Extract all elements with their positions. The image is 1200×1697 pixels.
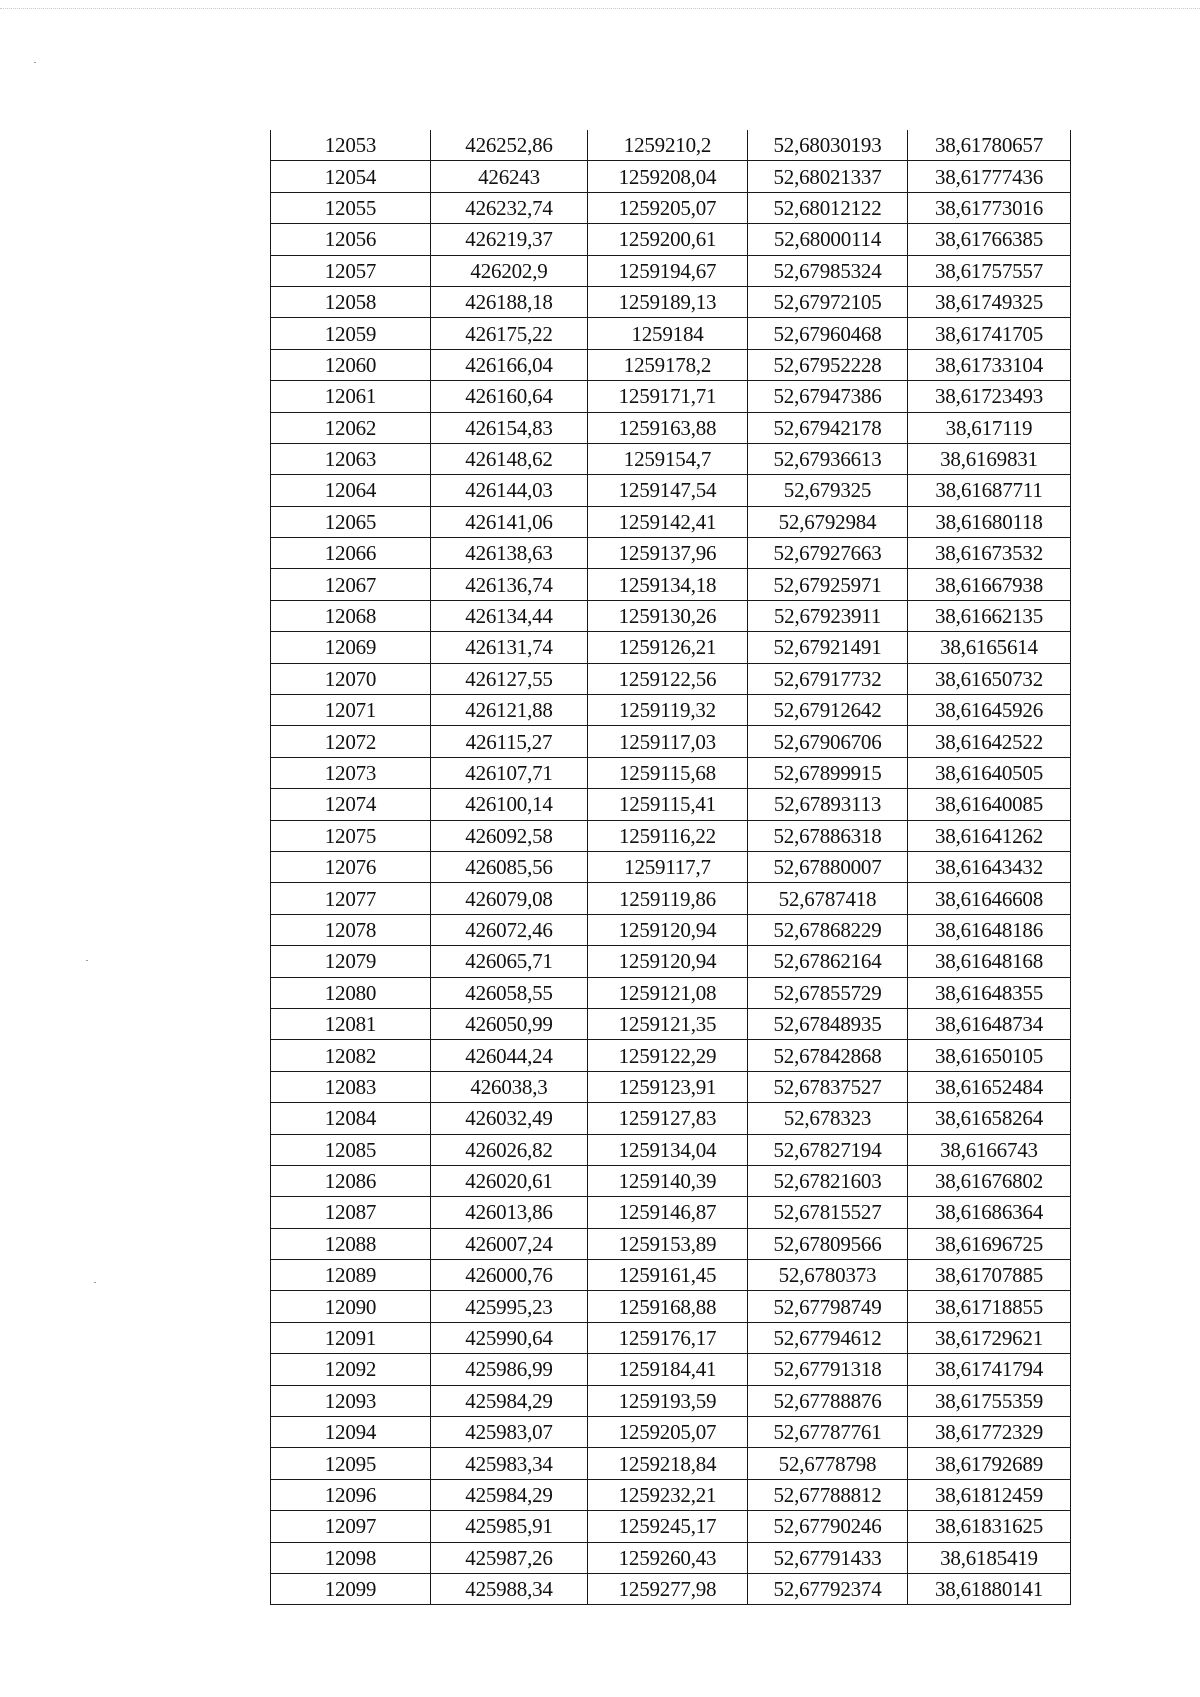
longitude-cell: 38,61792689 bbox=[908, 1448, 1071, 1479]
x-coordinate-cell: 426202,9 bbox=[431, 255, 588, 286]
longitude-cell: 38,61648734 bbox=[908, 1008, 1071, 1039]
y-coordinate-cell: 1259232,21 bbox=[588, 1479, 748, 1510]
coordinates-table bbox=[270, 130, 1071, 1605]
x-coordinate-cell: 426131,74 bbox=[431, 632, 588, 663]
x-coordinate-cell: 426065,71 bbox=[431, 946, 588, 977]
point-number-cell: 12083 bbox=[271, 1071, 431, 1102]
point-number-cell: 12068 bbox=[271, 600, 431, 631]
y-coordinate-cell: 1259161,45 bbox=[588, 1260, 748, 1291]
y-coordinate-cell: 1259140,39 bbox=[588, 1165, 748, 1196]
latitude-cell: 52,67985324 bbox=[748, 255, 908, 286]
longitude-cell: 38,61687711 bbox=[908, 475, 1071, 506]
y-coordinate-cell: 1259184 bbox=[588, 318, 748, 349]
y-coordinate-cell: 1259120,94 bbox=[588, 914, 748, 945]
point-number-cell: 12094 bbox=[271, 1417, 431, 1448]
table-row bbox=[271, 381, 1071, 412]
y-coordinate-cell: 1259119,86 bbox=[588, 883, 748, 914]
x-coordinate-cell: 425983,34 bbox=[431, 1448, 588, 1479]
table-row bbox=[271, 600, 1071, 631]
scan-speck bbox=[86, 960, 88, 961]
table-row bbox=[271, 789, 1071, 820]
table-row bbox=[271, 1040, 1071, 1071]
table-row bbox=[271, 883, 1071, 914]
longitude-cell: 38,61880141 bbox=[908, 1573, 1071, 1604]
point-number-cell: 12067 bbox=[271, 569, 431, 600]
point-number-cell: 12075 bbox=[271, 820, 431, 851]
latitude-cell: 52,67906706 bbox=[748, 726, 908, 757]
point-number-cell: 12073 bbox=[271, 757, 431, 788]
scan-speck bbox=[94, 1282, 96, 1283]
point-number-cell: 12069 bbox=[271, 632, 431, 663]
x-coordinate-cell: 425984,29 bbox=[431, 1479, 588, 1510]
x-coordinate-cell: 426154,83 bbox=[431, 412, 588, 443]
point-number-cell: 12070 bbox=[271, 663, 431, 694]
latitude-cell: 52,67862164 bbox=[748, 946, 908, 977]
y-coordinate-cell: 1259245,17 bbox=[588, 1511, 748, 1542]
point-number-cell: 12085 bbox=[271, 1134, 431, 1165]
point-number-cell: 12084 bbox=[271, 1103, 431, 1134]
longitude-cell: 38,6166743 bbox=[908, 1134, 1071, 1165]
longitude-cell: 38,61749325 bbox=[908, 286, 1071, 317]
x-coordinate-cell: 426188,18 bbox=[431, 286, 588, 317]
x-coordinate-cell: 425990,64 bbox=[431, 1322, 588, 1353]
point-number-cell: 12096 bbox=[271, 1479, 431, 1510]
table-row bbox=[271, 569, 1071, 600]
latitude-cell: 52,67923911 bbox=[748, 600, 908, 631]
latitude-cell: 52,67815527 bbox=[748, 1197, 908, 1228]
y-coordinate-cell: 1259171,71 bbox=[588, 381, 748, 412]
longitude-cell: 38,61640505 bbox=[908, 757, 1071, 788]
longitude-cell: 38,61640085 bbox=[908, 789, 1071, 820]
x-coordinate-cell: 426050,99 bbox=[431, 1008, 588, 1039]
longitude-cell: 38,61812459 bbox=[908, 1479, 1071, 1510]
latitude-cell: 52,67917732 bbox=[748, 663, 908, 694]
latitude-cell: 52,68012122 bbox=[748, 192, 908, 223]
y-coordinate-cell: 1259146,87 bbox=[588, 1197, 748, 1228]
latitude-cell: 52,67942178 bbox=[748, 412, 908, 443]
x-coordinate-cell: 426160,64 bbox=[431, 381, 588, 412]
point-number-cell: 12061 bbox=[271, 381, 431, 412]
latitude-cell: 52,67837527 bbox=[748, 1071, 908, 1102]
table-row bbox=[271, 914, 1071, 945]
y-coordinate-cell: 1259176,17 bbox=[588, 1322, 748, 1353]
table-row bbox=[271, 946, 1071, 977]
x-coordinate-cell: 426121,88 bbox=[431, 695, 588, 726]
x-coordinate-cell: 426107,71 bbox=[431, 757, 588, 788]
longitude-cell: 38,61686364 bbox=[908, 1197, 1071, 1228]
point-number-cell: 12074 bbox=[271, 789, 431, 820]
point-number-cell: 12080 bbox=[271, 977, 431, 1008]
x-coordinate-cell: 425988,34 bbox=[431, 1573, 588, 1604]
point-number-cell: 12057 bbox=[271, 255, 431, 286]
latitude-cell: 52,67787761 bbox=[748, 1417, 908, 1448]
point-number-cell: 12059 bbox=[271, 318, 431, 349]
y-coordinate-cell: 1259117,7 bbox=[588, 851, 748, 882]
latitude-cell: 52,67848935 bbox=[748, 1008, 908, 1039]
point-number-cell: 12089 bbox=[271, 1260, 431, 1291]
y-coordinate-cell: 1259122,56 bbox=[588, 663, 748, 694]
latitude-cell: 52,67792374 bbox=[748, 1573, 908, 1604]
longitude-cell: 38,61646608 bbox=[908, 883, 1071, 914]
table-row bbox=[271, 1354, 1071, 1385]
longitude-cell: 38,6165614 bbox=[908, 632, 1071, 663]
point-number-cell: 12060 bbox=[271, 349, 431, 380]
latitude-cell: 52,67794612 bbox=[748, 1322, 908, 1353]
longitude-cell: 38,61696725 bbox=[908, 1228, 1071, 1259]
table-row bbox=[271, 443, 1071, 474]
y-coordinate-cell: 1259153,89 bbox=[588, 1228, 748, 1259]
longitude-cell: 38,61645926 bbox=[908, 695, 1071, 726]
table-row bbox=[271, 192, 1071, 223]
table-row bbox=[271, 1322, 1071, 1353]
latitude-cell: 52,67868229 bbox=[748, 914, 908, 945]
longitude-cell: 38,61757557 bbox=[908, 255, 1071, 286]
point-number-cell: 12076 bbox=[271, 851, 431, 882]
table-row bbox=[271, 1542, 1071, 1573]
table-row bbox=[271, 851, 1071, 882]
table-row bbox=[271, 1511, 1071, 1542]
latitude-cell: 52,67880007 bbox=[748, 851, 908, 882]
y-coordinate-cell: 1259121,35 bbox=[588, 1008, 748, 1039]
point-number-cell: 12081 bbox=[271, 1008, 431, 1039]
x-coordinate-cell: 425984,29 bbox=[431, 1385, 588, 1416]
y-coordinate-cell: 1259137,96 bbox=[588, 538, 748, 569]
point-number-cell: 12056 bbox=[271, 224, 431, 255]
longitude-cell: 38,61773016 bbox=[908, 192, 1071, 223]
x-coordinate-cell: 426000,76 bbox=[431, 1260, 588, 1291]
longitude-cell: 38,61676802 bbox=[908, 1165, 1071, 1196]
point-number-cell: 12072 bbox=[271, 726, 431, 757]
point-number-cell: 12055 bbox=[271, 192, 431, 223]
y-coordinate-cell: 1259115,68 bbox=[588, 757, 748, 788]
point-number-cell: 12077 bbox=[271, 883, 431, 914]
latitude-cell: 52,67947386 bbox=[748, 381, 908, 412]
y-coordinate-cell: 1259130,26 bbox=[588, 600, 748, 631]
x-coordinate-cell: 426026,82 bbox=[431, 1134, 588, 1165]
y-coordinate-cell: 1259127,83 bbox=[588, 1103, 748, 1134]
x-coordinate-cell: 426232,74 bbox=[431, 192, 588, 223]
table-row bbox=[271, 1103, 1071, 1134]
y-coordinate-cell: 1259163,88 bbox=[588, 412, 748, 443]
longitude-cell: 38,61755359 bbox=[908, 1385, 1071, 1416]
x-coordinate-cell: 426020,61 bbox=[431, 1165, 588, 1196]
point-number-cell: 12071 bbox=[271, 695, 431, 726]
latitude-cell: 52,67788812 bbox=[748, 1479, 908, 1510]
y-coordinate-cell: 1259142,41 bbox=[588, 506, 748, 537]
table-row bbox=[271, 1228, 1071, 1259]
x-coordinate-cell: 426092,58 bbox=[431, 820, 588, 851]
y-coordinate-cell: 1259277,98 bbox=[588, 1573, 748, 1604]
table-row bbox=[271, 663, 1071, 694]
x-coordinate-cell: 425986,99 bbox=[431, 1354, 588, 1385]
x-coordinate-cell: 426115,27 bbox=[431, 726, 588, 757]
x-coordinate-cell: 426007,24 bbox=[431, 1228, 588, 1259]
point-number-cell: 12092 bbox=[271, 1354, 431, 1385]
longitude-cell: 38,61642522 bbox=[908, 726, 1071, 757]
latitude-cell: 52,6780373 bbox=[748, 1260, 908, 1291]
table-row bbox=[271, 1134, 1071, 1165]
y-coordinate-cell: 1259122,29 bbox=[588, 1040, 748, 1071]
x-coordinate-cell: 426134,44 bbox=[431, 600, 588, 631]
point-number-cell: 12082 bbox=[271, 1040, 431, 1071]
latitude-cell: 52,67827194 bbox=[748, 1134, 908, 1165]
point-number-cell: 12095 bbox=[271, 1448, 431, 1479]
x-coordinate-cell: 426175,22 bbox=[431, 318, 588, 349]
y-coordinate-cell: 1259154,7 bbox=[588, 443, 748, 474]
y-coordinate-cell: 1259205,07 bbox=[588, 192, 748, 223]
longitude-cell: 38,61648355 bbox=[908, 977, 1071, 1008]
table-row bbox=[271, 538, 1071, 569]
y-coordinate-cell: 1259194,67 bbox=[588, 255, 748, 286]
table-row bbox=[271, 130, 1071, 161]
y-coordinate-cell: 1259200,61 bbox=[588, 224, 748, 255]
latitude-cell: 52,68021337 bbox=[748, 161, 908, 192]
longitude-cell: 38,61667938 bbox=[908, 569, 1071, 600]
table-row bbox=[271, 475, 1071, 506]
x-coordinate-cell: 426038,3 bbox=[431, 1071, 588, 1102]
latitude-cell: 52,679325 bbox=[748, 475, 908, 506]
latitude-cell: 52,67821603 bbox=[748, 1165, 908, 1196]
x-coordinate-cell: 425983,07 bbox=[431, 1417, 588, 1448]
longitude-cell: 38,61680118 bbox=[908, 506, 1071, 537]
longitude-cell: 38,61718855 bbox=[908, 1291, 1071, 1322]
x-coordinate-cell: 426085,56 bbox=[431, 851, 588, 882]
table-row bbox=[271, 255, 1071, 286]
table-row bbox=[271, 1008, 1071, 1039]
y-coordinate-cell: 1259205,07 bbox=[588, 1417, 748, 1448]
point-number-cell: 12091 bbox=[271, 1322, 431, 1353]
table-row bbox=[271, 1573, 1071, 1604]
scan-speck bbox=[34, 62, 36, 63]
table-row bbox=[271, 726, 1071, 757]
latitude-cell: 52,67921491 bbox=[748, 632, 908, 663]
y-coordinate-cell: 1259208,04 bbox=[588, 161, 748, 192]
point-number-cell: 12065 bbox=[271, 506, 431, 537]
y-coordinate-cell: 1259120,94 bbox=[588, 946, 748, 977]
x-coordinate-cell: 426144,03 bbox=[431, 475, 588, 506]
point-number-cell: 12053 bbox=[271, 130, 431, 161]
x-coordinate-cell: 425987,26 bbox=[431, 1542, 588, 1573]
x-coordinate-cell: 426243 bbox=[431, 161, 588, 192]
x-coordinate-cell: 426044,24 bbox=[431, 1040, 588, 1071]
longitude-cell: 38,61652484 bbox=[908, 1071, 1071, 1102]
point-number-cell: 12097 bbox=[271, 1511, 431, 1542]
latitude-cell: 52,67952228 bbox=[748, 349, 908, 380]
table-row bbox=[271, 1260, 1071, 1291]
longitude-cell: 38,61780657 bbox=[908, 130, 1071, 161]
table-row bbox=[271, 286, 1071, 317]
y-coordinate-cell: 1259134,18 bbox=[588, 569, 748, 600]
latitude-cell: 52,67927663 bbox=[748, 538, 908, 569]
latitude-cell: 52,6792984 bbox=[748, 506, 908, 537]
x-coordinate-cell: 426032,49 bbox=[431, 1103, 588, 1134]
latitude-cell: 52,68030193 bbox=[748, 130, 908, 161]
longitude-cell: 38,61766385 bbox=[908, 224, 1071, 255]
y-coordinate-cell: 1259178,2 bbox=[588, 349, 748, 380]
y-coordinate-cell: 1259117,03 bbox=[588, 726, 748, 757]
table-row bbox=[271, 412, 1071, 443]
latitude-cell: 52,67809566 bbox=[748, 1228, 908, 1259]
latitude-cell: 52,67842868 bbox=[748, 1040, 908, 1071]
y-coordinate-cell: 1259115,41 bbox=[588, 789, 748, 820]
longitude-cell: 38,61777436 bbox=[908, 161, 1071, 192]
x-coordinate-cell: 426058,55 bbox=[431, 977, 588, 1008]
point-number-cell: 12064 bbox=[271, 475, 431, 506]
x-coordinate-cell: 425985,91 bbox=[431, 1511, 588, 1542]
table-row bbox=[271, 318, 1071, 349]
longitude-cell: 38,61707885 bbox=[908, 1260, 1071, 1291]
y-coordinate-cell: 1259134,04 bbox=[588, 1134, 748, 1165]
x-coordinate-cell: 426219,37 bbox=[431, 224, 588, 255]
longitude-cell: 38,61772329 bbox=[908, 1417, 1071, 1448]
table-row bbox=[271, 1385, 1071, 1416]
table-row bbox=[271, 506, 1071, 537]
latitude-cell: 52,6787418 bbox=[748, 883, 908, 914]
longitude-cell: 38,61729621 bbox=[908, 1322, 1071, 1353]
x-coordinate-cell: 425995,23 bbox=[431, 1291, 588, 1322]
y-coordinate-cell: 1259193,59 bbox=[588, 1385, 748, 1416]
latitude-cell: 52,67798749 bbox=[748, 1291, 908, 1322]
x-coordinate-cell: 426127,55 bbox=[431, 663, 588, 694]
y-coordinate-cell: 1259168,88 bbox=[588, 1291, 748, 1322]
x-coordinate-cell: 426138,63 bbox=[431, 538, 588, 569]
y-coordinate-cell: 1259116,22 bbox=[588, 820, 748, 851]
table-row bbox=[271, 820, 1071, 851]
longitude-cell: 38,61831625 bbox=[908, 1511, 1071, 1542]
y-coordinate-cell: 1259260,43 bbox=[588, 1542, 748, 1573]
point-number-cell: 12093 bbox=[271, 1385, 431, 1416]
x-coordinate-cell: 426166,04 bbox=[431, 349, 588, 380]
table-row bbox=[271, 1291, 1071, 1322]
y-coordinate-cell: 1259184,41 bbox=[588, 1354, 748, 1385]
latitude-cell: 52,67790246 bbox=[748, 1511, 908, 1542]
x-coordinate-cell: 426100,14 bbox=[431, 789, 588, 820]
table-row bbox=[271, 349, 1071, 380]
longitude-cell: 38,61650105 bbox=[908, 1040, 1071, 1071]
point-number-cell: 12086 bbox=[271, 1165, 431, 1196]
y-coordinate-cell: 1259218,84 bbox=[588, 1448, 748, 1479]
longitude-cell: 38,61650732 bbox=[908, 663, 1071, 694]
latitude-cell: 52,67925971 bbox=[748, 569, 908, 600]
table-row bbox=[271, 1071, 1071, 1102]
point-number-cell: 12099 bbox=[271, 1573, 431, 1604]
longitude-cell: 38,61733104 bbox=[908, 349, 1071, 380]
table-row bbox=[271, 1165, 1071, 1196]
x-coordinate-cell: 426252,86 bbox=[431, 130, 588, 161]
latitude-cell: 52,67893113 bbox=[748, 789, 908, 820]
longitude-cell: 38,61662135 bbox=[908, 600, 1071, 631]
x-coordinate-cell: 426136,74 bbox=[431, 569, 588, 600]
latitude-cell: 52,67855729 bbox=[748, 977, 908, 1008]
longitude-cell: 38,61741794 bbox=[908, 1354, 1071, 1385]
longitude-cell: 38,61643432 bbox=[908, 851, 1071, 882]
longitude-cell: 38,61673532 bbox=[908, 538, 1071, 569]
latitude-cell: 52,67912642 bbox=[748, 695, 908, 726]
latitude-cell: 52,67788876 bbox=[748, 1385, 908, 1416]
point-number-cell: 12079 bbox=[271, 946, 431, 977]
longitude-cell: 38,61641262 bbox=[908, 820, 1071, 851]
x-coordinate-cell: 426013,86 bbox=[431, 1197, 588, 1228]
point-number-cell: 12078 bbox=[271, 914, 431, 945]
point-number-cell: 12066 bbox=[271, 538, 431, 569]
y-coordinate-cell: 1259121,08 bbox=[588, 977, 748, 1008]
table-row bbox=[271, 161, 1071, 192]
y-coordinate-cell: 1259147,54 bbox=[588, 475, 748, 506]
latitude-cell: 52,67886318 bbox=[748, 820, 908, 851]
longitude-cell: 38,61741705 bbox=[908, 318, 1071, 349]
latitude-cell: 52,67899915 bbox=[748, 757, 908, 788]
latitude-cell: 52,67960468 bbox=[748, 318, 908, 349]
table-row bbox=[271, 1448, 1071, 1479]
longitude-cell: 38,61648186 bbox=[908, 914, 1071, 945]
y-coordinate-cell: 1259126,21 bbox=[588, 632, 748, 663]
latitude-cell: 52,6778798 bbox=[748, 1448, 908, 1479]
point-number-cell: 12088 bbox=[271, 1228, 431, 1259]
table-row bbox=[271, 1479, 1071, 1510]
table-row bbox=[271, 224, 1071, 255]
coordinates-table-body bbox=[271, 130, 1071, 1605]
point-number-cell: 12054 bbox=[271, 161, 431, 192]
point-number-cell: 12087 bbox=[271, 1197, 431, 1228]
x-coordinate-cell: 426072,46 bbox=[431, 914, 588, 945]
latitude-cell: 52,67791433 bbox=[748, 1542, 908, 1573]
latitude-cell: 52,678323 bbox=[748, 1103, 908, 1134]
longitude-cell: 38,617119 bbox=[908, 412, 1071, 443]
table-row bbox=[271, 1417, 1071, 1448]
longitude-cell: 38,6185419 bbox=[908, 1542, 1071, 1573]
point-number-cell: 12062 bbox=[271, 412, 431, 443]
longitude-cell: 38,61723493 bbox=[908, 381, 1071, 412]
point-number-cell: 12058 bbox=[271, 286, 431, 317]
x-coordinate-cell: 426141,06 bbox=[431, 506, 588, 537]
longitude-cell: 38,61658264 bbox=[908, 1103, 1071, 1134]
longitude-cell: 38,6169831 bbox=[908, 443, 1071, 474]
y-coordinate-cell: 1259189,13 bbox=[588, 286, 748, 317]
latitude-cell: 52,68000114 bbox=[748, 224, 908, 255]
table-row bbox=[271, 695, 1071, 726]
y-coordinate-cell: 1259210,2 bbox=[588, 130, 748, 161]
table-row bbox=[271, 632, 1071, 663]
x-coordinate-cell: 426079,08 bbox=[431, 883, 588, 914]
latitude-cell: 52,67791318 bbox=[748, 1354, 908, 1385]
y-coordinate-cell: 1259123,91 bbox=[588, 1071, 748, 1102]
point-number-cell: 12090 bbox=[271, 1291, 431, 1322]
longitude-cell: 38,61648168 bbox=[908, 946, 1071, 977]
table-row bbox=[271, 977, 1071, 1008]
table-row bbox=[271, 1197, 1071, 1228]
y-coordinate-cell: 1259119,32 bbox=[588, 695, 748, 726]
point-number-cell: 12098 bbox=[271, 1542, 431, 1573]
table-row bbox=[271, 757, 1071, 788]
point-number-cell: 12063 bbox=[271, 443, 431, 474]
x-coordinate-cell: 426148,62 bbox=[431, 443, 588, 474]
latitude-cell: 52,67936613 bbox=[748, 443, 908, 474]
latitude-cell: 52,67972105 bbox=[748, 286, 908, 317]
scan-edge-line bbox=[0, 8, 1200, 9]
